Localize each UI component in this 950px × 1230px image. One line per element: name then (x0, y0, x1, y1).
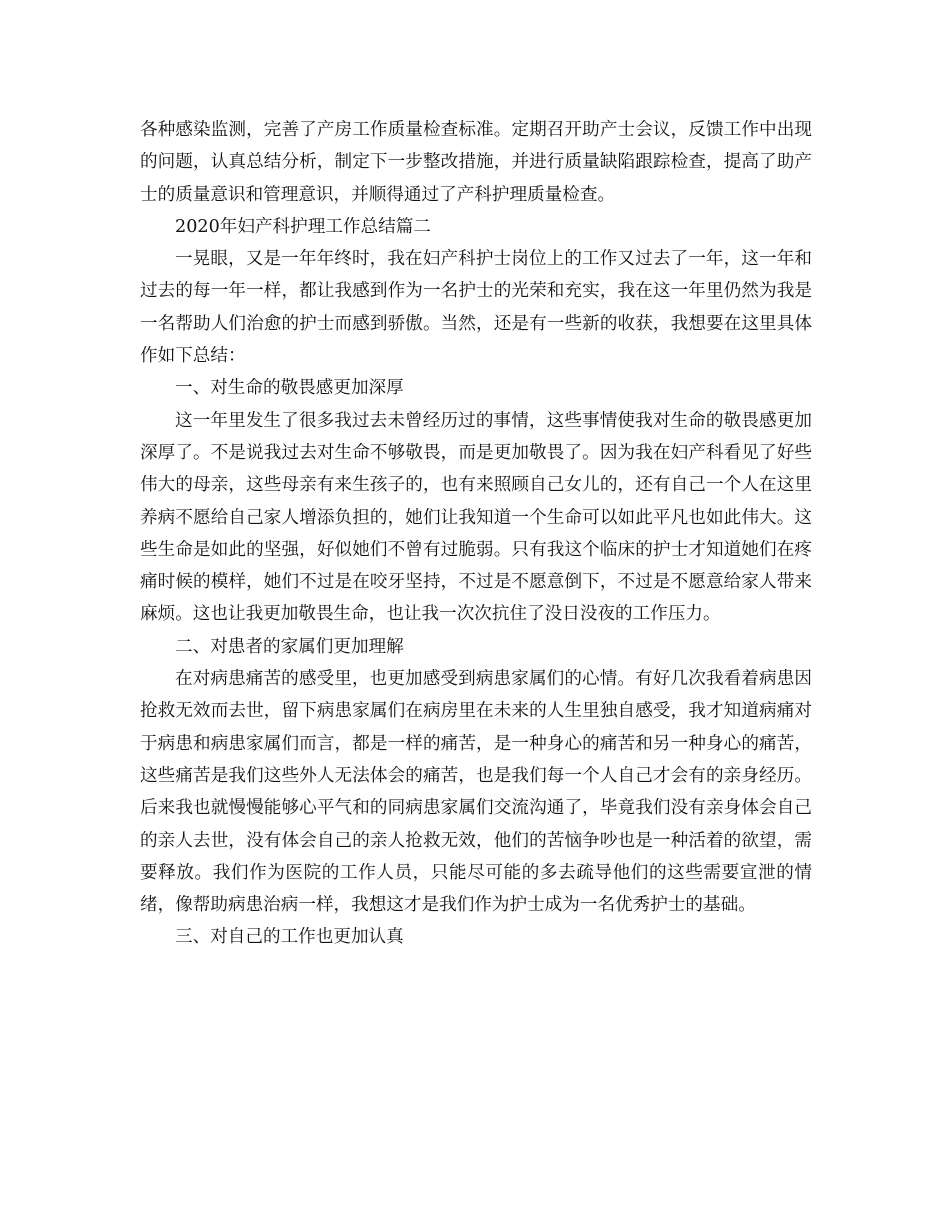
paragraph-one: 这一年里发生了很多我过去未曾经历过的事情，这些事情使我对生命的敬畏感更加深厚了。不是说我过去对生命不够敬畏，而是更加敬畏了。因为我在妇产科看见了好些伟大的母亲，这些母亲有来生孩子的，也有来照顾自己女儿的，还有自己一个人在这里养病不愿给自己家人增添负担的，她们让我知道一个生命可以如此平凡也如此伟大。这些生命是如此的坚强，好似她们不曾有过脆弱。只有我这个临床的护士才知道她们在疼痛时候的模样，她们不过是在咬牙坚持，不过是不愿意倒下，不过是不愿意给家人带来麻烦。这也让我更加敬畏生命，也让我一次次抗住了没日没夜的工作压力。 (140, 410, 812, 625)
document-page (140, 114, 812, 954)
paragraph-continuation: 各种感染监测，完善了产房工作质量检查标准。定期召开助产士会议，反馈工作中出现的问题，认真总结分析，制定下一步整改措施，并进行质量缺陷跟踪检查，提高了助产士的质量意识和管理意识，并顺得通过了产科护理质量检查。 (140, 120, 812, 205)
heading-three: 三、对自己的工作也更加认真 (175, 927, 404, 948)
paragraph-two: 在对病患痛苦的感受里，也更加感受到病患家属们的心情。有好几次我看着病患因抢救无效而去世，留下病患家属们在病房里在未来的人生里独自感受，我才知道病痛对于病患和病患家属们而言，都是一样的痛苦，是一种身心的痛苦和另一种身心的痛苦，这些痛苦是我们这些外人无法体会的痛苦，也是我们每一个人自己才会有的亲身经历。后来我也就慢慢能够心平气和的同病患家属们交流沟通了，毕竟我们没有亲身体会自己的亲人去世，没有体会自己的亲人抢救无效，他们的苦恼争吵也是一种活着的欲望，需要释放。我们作为医院的工作人员，只能尽可能的多去疏导他们的这些需要宣泄的情绪，像帮助病患治病一样，我想这才是我们作为护士成为一名优秀护士的基础。 (140, 669, 812, 916)
heading-two: 二、对患者的家属们更加理解 (175, 636, 404, 657)
section-title: 2020年妇产科护理工作总结篇二 (175, 216, 431, 237)
paragraph-intro: 一晃眼，又是一年年终时，我在妇产科护士岗位上的工作又过去了一年，这一年和过去的每一年一样，都让我感到作为一名护士的光荣和充实，我在这一年里仍然为我是一名帮助人们治愈的护士而感到骄傲。当然，还是有一些新的收获，我想要在这里具体作如下总结： (140, 249, 812, 367)
heading-one: 一、对生命的敬畏感更加深厚 (175, 378, 404, 399)
